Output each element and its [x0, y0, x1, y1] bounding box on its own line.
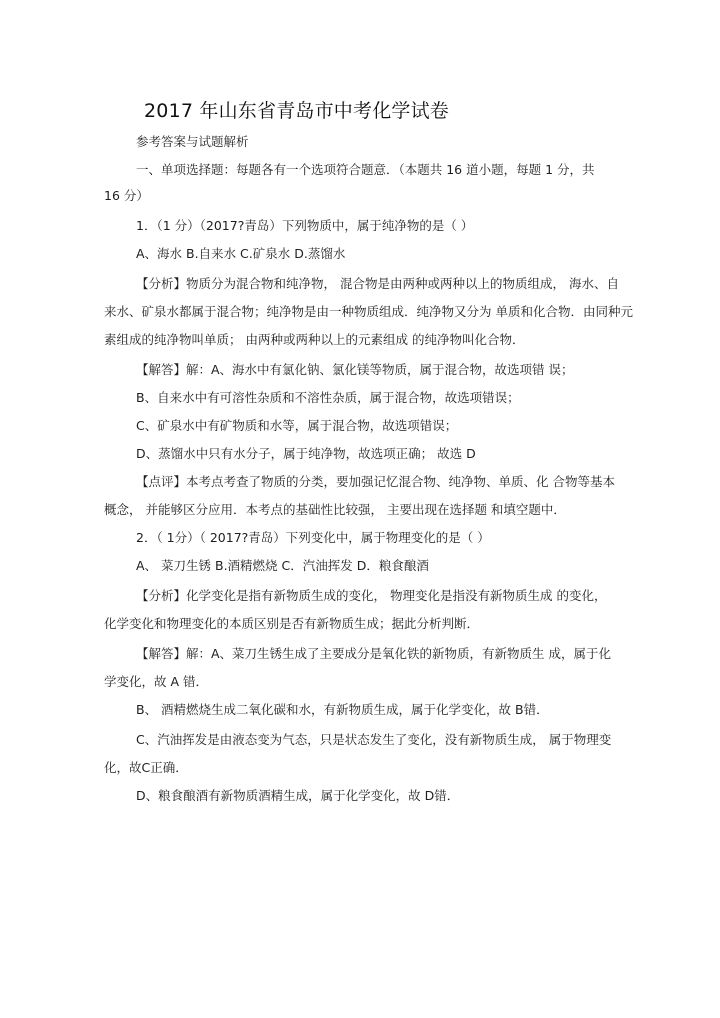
q2-answer-a-line-2: 学变化，故 A 错． — [104, 674, 208, 689]
q1-answer-d: D、蒸馏水中只有水分子，属于纯净物，故选项正确； 故选 D — [136, 446, 476, 461]
q1-answer-b: B、自来水中有可溶性杂质和不溶性杂质，属于混合物，故选项错误； — [136, 390, 520, 405]
q2-answer-b: B、 酒精燃烧生成二氧化碳和水，有新物质生成，属于化学变化，故 B错． — [136, 702, 549, 717]
q2-answer-a-line-1: 【解答】解：A、菜刀生锈生成了主要成分是氧化铁的新物质，有新物质生 成，属于化 — [136, 646, 612, 661]
section-header-line-2: 16 分） — [104, 188, 149, 203]
q1-comment-line-1: 【点评】本考点考查了物质的分类，要加强记忆混合物、纯净物、单质、化 合物等基本 — [136, 474, 615, 489]
page-title: 2017 年山东省青岛市中考化学试卷 — [144, 100, 449, 122]
q2-answer-c-line-2: 化，故C正确． — [104, 760, 188, 775]
subtitle: 参考答案与试题解析 — [136, 134, 249, 149]
question-1-options: A、海水 B.自来水 C.矿泉水 D.蒸馏水 — [136, 246, 346, 261]
q1-answer-c: C、矿泉水中有矿物质和水等，属于混合物，故选项错误； — [136, 418, 458, 433]
q2-answer-c-line-1: C、汽油挥发是由液态变为气态，只是状态发生了变化，没有新物质生成， 属于物理变 — [136, 732, 612, 747]
q2-analysis-line-2: 化学变化和物理变化的本质区别是否有新物质生成；据此分析判断． — [104, 616, 480, 631]
question-2-options: A、 菜刀生锈 B.酒精燃烧 C．汽油挥发 D．粮食酿酒 — [136, 558, 429, 573]
q1-answer-a: 【解答】解：A、海水中有氯化钠、氯化镁等物质，属于混合物，故选项错 误； — [136, 362, 574, 377]
q2-analysis-line-1: 【分析】化学变化是指有新物质生成的变化， 物理变化是指没有新物质生成 的变化， — [136, 588, 607, 603]
q1-analysis-line-1: 【分析】物质分为混合物和纯净物， 混合物是由两种或两种以上的物质组成， 海水、自 — [136, 276, 619, 291]
q1-analysis-line-2: 来水、矿泉水都属于混合物；纯净物是由一种物质组成．纯净物又分为 单质和化合物．由同种元 — [104, 304, 633, 319]
q1-comment-line-2: 概念， 并能够区分应用．本考点的基础性比较强， 主要出现在选择题 和填空题中． — [104, 502, 566, 517]
q1-analysis-line-3: 素组成的纯净物叫单质； 由两种或两种以上的元素组成 的纯净物叫化合物． — [104, 332, 525, 347]
section-header-line-1: 一、单项选择题：每题各有一个选项符合题意．（本题共 16 道小题，每题 1 分，共 — [136, 162, 595, 177]
q2-answer-d: D、粮食酿酒有新物质酒精生成，属于化学变化，故 D错． — [136, 788, 460, 803]
question-1-stem: 1．（1 分）（2017?青岛）下列物质中，属于纯净物的是（ ） — [136, 218, 474, 233]
question-2-stem: 2．（ 1分）（ 2017?青岛）下列变化中，属于物理变化的是（ ） — [136, 530, 490, 545]
